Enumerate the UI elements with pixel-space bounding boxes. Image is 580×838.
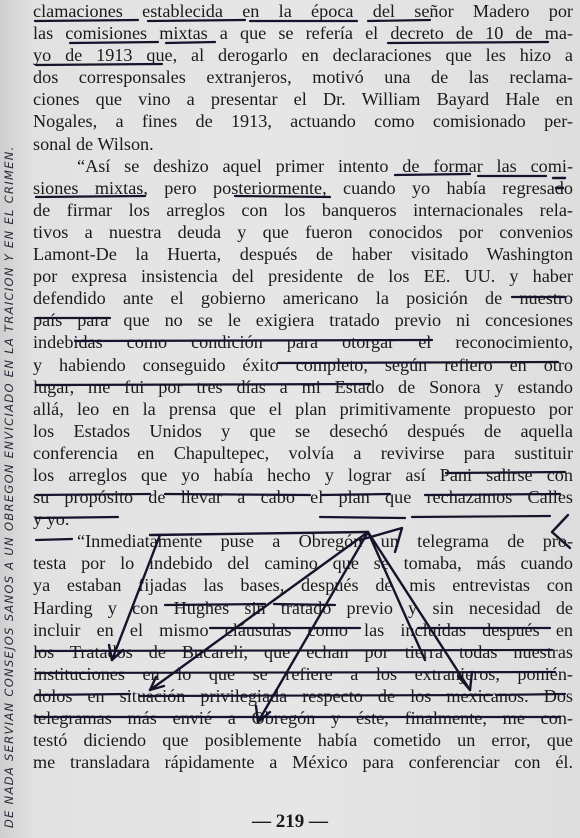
- text-line: siones mixtas, pero posteriormente, cuando yo había regresado: [33, 177, 573, 198]
- text-line: lugar, me fui por tres días a mi Estado de Sonora y estando: [33, 376, 573, 397]
- text-line: dos corresponsales extranjeros, motivó una de las reclama-: [33, 67, 573, 88]
- text-line: allá, leo en la prensa que el plan primitivamente propuesto por: [33, 398, 573, 419]
- text-line: “Inmediatamente puse a Obregón un telegrama de pro-: [77, 531, 573, 552]
- text-line: dolos en situación privilegiada respecto de los mexicanos. Dos: [33, 685, 573, 706]
- text-line: testó diciendo que posiblemente había cometido un error, que: [33, 730, 573, 751]
- text-line: los arreglos que yo había hecho y lograr así Pani salirse con: [33, 464, 573, 485]
- text-line: ya estaban fijadas las bases, después de mis entrevistas con: [33, 575, 573, 596]
- text-line: sonal de Wilson.: [33, 133, 154, 154]
- text-line: telegramas más envié a Obregón y éste, finalmente, me con-: [33, 708, 573, 728]
- text-line: tivos a nuestra deuda y que fueron conocidos por convenios: [33, 221, 573, 242]
- text-line: y habiendo conseguido éxito completo, según refiero en otro: [33, 354, 573, 375]
- text-line: “Así se deshizo aquel primer intento de formar las comi-: [77, 155, 573, 176]
- text-line: ciones que vino a presentar el Dr. William Bayard Hale en: [33, 89, 573, 110]
- text-line: su propósito de llevar a cabo el plan que rechazamos Calles: [33, 487, 573, 508]
- text-line: me transladara rápidamente a México para conferenciar con él.: [33, 752, 573, 773]
- text-line: país para que no se le exigiera tratado previo ni concesiones: [33, 310, 573, 331]
- text-line: conferencia en Chapultepec, volvía a revivirse para sustituir: [33, 442, 573, 463]
- text-line: por expresa insistencia del presidente de los EE. UU. y haber: [33, 266, 573, 287]
- text-line: yo de 1913 que, al derogarlo en declaraciones que les hizo a: [33, 45, 573, 66]
- text-line: de firmar los arreglos con los banqueros internacionales rela-: [33, 199, 573, 220]
- handwritten-margin-note: DE NADA SERVIAN CONSEJOS SANOS A UN OBREGON ENVICIADO EN LA TRAICION Y EN EL CRIMEN.: [2, 145, 16, 828]
- text-line: clamaciones establecida en la época del señor Madero por: [33, 1, 573, 21]
- text-line: indebidas como condición para otorgar el reconocimiento,: [33, 332, 573, 353]
- body-text: [33, 0, 573, 773]
- text-line: incluir en el mismo cláusulas como las incluidas después en: [33, 619, 573, 640]
- text-line: defendido ante el gobierno americano la posición de nuestro: [33, 288, 573, 309]
- text-line: Nogales, a fines de 1913, actuando como comisionado per-: [33, 111, 573, 132]
- text-line: los Tratados de Bucareli, que echan por tierra todas nuestras: [33, 641, 573, 662]
- text-line: Lamont-De la Huerta, después de haber visitado Washington: [33, 244, 573, 265]
- text-line: testa por lo indebido del camino que se tomaba, más cuando: [33, 553, 573, 574]
- text-line: instituciones en lo que se refiere a los extranjeros, ponién-: [33, 663, 573, 684]
- text-line: las comisiones mixtas a que se refería el decreto de 10 de ma-: [33, 23, 573, 44]
- page-number: — 219 —: [252, 811, 328, 832]
- text-line: Harding y con Hughes sin tratado previo y sin necesidad de: [33, 597, 573, 618]
- text-line: y yo.: [33, 509, 70, 530]
- text-line: los Estados Unidos y que se desechó después de aquella: [33, 420, 573, 441]
